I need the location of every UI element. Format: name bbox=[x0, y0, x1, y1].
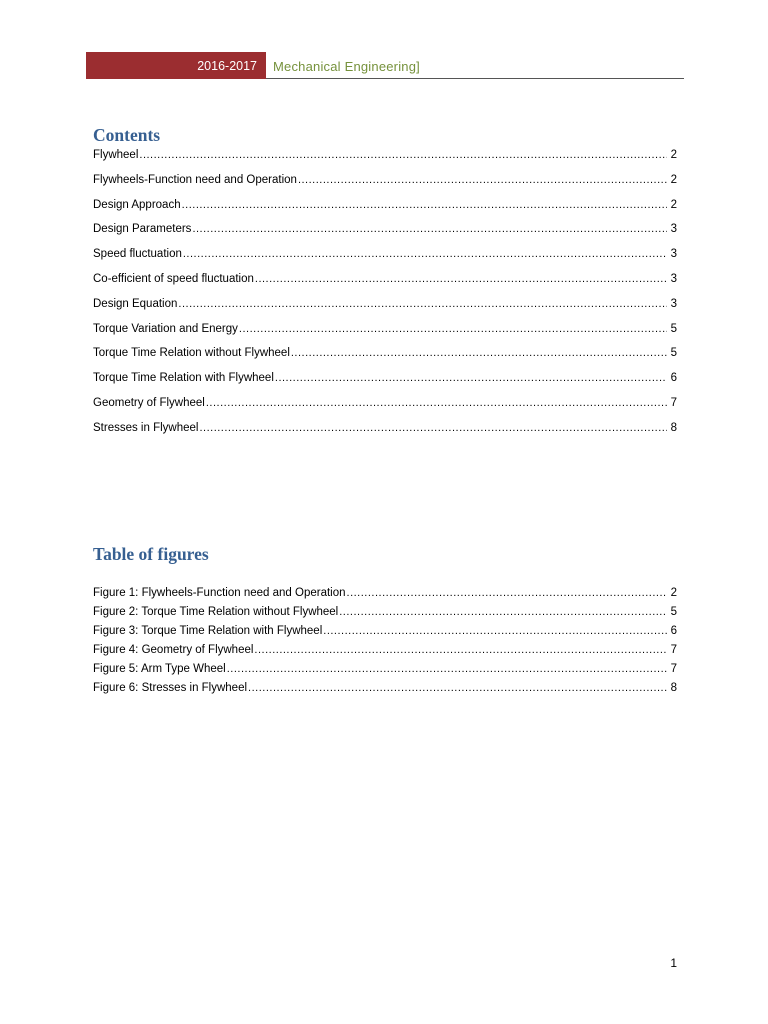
toc-entry[interactable] bbox=[93, 197, 677, 222]
toc-entry-label: Torque Time Relation without Flywheel bbox=[93, 347, 290, 360]
figures-list bbox=[93, 585, 677, 699]
toc-entry[interactable] bbox=[93, 395, 677, 420]
dot-leader bbox=[255, 271, 667, 288]
dot-leader bbox=[347, 585, 667, 601]
dot-leader bbox=[248, 680, 667, 696]
dot-leader bbox=[239, 321, 667, 338]
toc-entry[interactable] bbox=[93, 296, 677, 321]
figure-entry-page-number: 8 bbox=[670, 682, 677, 694]
toc-entry-label: Torque Time Relation with Flywheel bbox=[93, 372, 274, 385]
toc-entry[interactable] bbox=[93, 221, 677, 246]
dot-leader bbox=[291, 345, 667, 362]
figure-entry[interactable] bbox=[93, 661, 677, 680]
toc-entry-page-number: 3 bbox=[670, 297, 677, 310]
toc-entry-label: Flywheels-Function need and Operation bbox=[93, 173, 297, 186]
toc-entry[interactable] bbox=[93, 370, 677, 395]
toc-entry[interactable] bbox=[93, 147, 677, 172]
toc-entry-page-number: 2 bbox=[670, 149, 677, 161]
figure-entry-page-number: 2 bbox=[670, 587, 677, 599]
dot-leader bbox=[182, 197, 667, 214]
toc-entry[interactable] bbox=[93, 420, 677, 445]
dot-leader bbox=[339, 604, 667, 620]
toc-entry-page-number: 3 bbox=[670, 272, 677, 285]
figure-entry-page-number: 6 bbox=[670, 625, 677, 637]
dot-leader bbox=[275, 370, 667, 387]
header-divider bbox=[266, 78, 684, 79]
figure-entry-page-number: 7 bbox=[670, 644, 677, 656]
dot-leader bbox=[199, 420, 667, 437]
toc-entry-label: Design Equation bbox=[93, 297, 178, 310]
figure-entry-page-number: 7 bbox=[670, 663, 677, 675]
contents-list bbox=[93, 147, 677, 445]
header-year: 2016-2017 bbox=[197, 59, 257, 73]
figure-entry-label: Figure 1: Flywheels-Function need and Operation bbox=[93, 587, 346, 599]
toc-entry-page-number: 2 bbox=[670, 198, 677, 211]
toc-entry-label: Co-efficient of speed fluctuation bbox=[93, 272, 254, 285]
dot-leader bbox=[323, 623, 667, 639]
figure-entry[interactable] bbox=[93, 604, 677, 623]
figure-entry-page-number: 5 bbox=[670, 606, 677, 618]
figure-entry[interactable] bbox=[93, 642, 677, 661]
toc-entry-label: Geometry of Flywheel bbox=[93, 396, 205, 409]
figure-entry-label: Figure 3: Torque Time Relation with Flywheel bbox=[93, 625, 323, 637]
dot-leader bbox=[206, 395, 667, 412]
toc-entry-page-number: 5 bbox=[670, 322, 677, 335]
toc-entry[interactable] bbox=[93, 321, 677, 346]
table-of-figures-heading: Table of figures bbox=[93, 544, 209, 564]
dot-leader bbox=[298, 172, 667, 189]
toc-entry-label: Stresses in Flywheel bbox=[93, 421, 199, 434]
contents-heading: Contents bbox=[93, 125, 161, 145]
header-title: Mechanical Engineering] bbox=[273, 59, 420, 74]
figure-entry-label: Figure 6: Stresses in Flywheel bbox=[93, 682, 248, 694]
dot-leader bbox=[254, 642, 667, 658]
toc-entry-label: Flywheel bbox=[93, 149, 139, 161]
toc-entry-page-number: 8 bbox=[670, 421, 677, 434]
dot-leader bbox=[227, 661, 667, 677]
dot-leader bbox=[192, 221, 667, 238]
toc-entry-label: Torque Variation and Energy bbox=[93, 322, 238, 335]
toc-entry-page-number: 6 bbox=[670, 372, 677, 385]
toc-entry-page-number: 3 bbox=[670, 223, 677, 236]
header-band bbox=[86, 52, 266, 79]
toc-entry[interactable] bbox=[93, 271, 677, 296]
toc-entry-page-number: 5 bbox=[670, 347, 677, 360]
dot-leader bbox=[139, 147, 667, 164]
toc-entry-label: Design Approach bbox=[93, 198, 181, 211]
toc-entry-label: Speed fluctuation bbox=[93, 248, 182, 261]
toc-entry[interactable] bbox=[93, 345, 677, 370]
figure-entry[interactable] bbox=[93, 585, 677, 604]
page-number: 1 bbox=[670, 956, 677, 970]
toc-entry-page-number: 7 bbox=[670, 396, 677, 409]
toc-entry-page-number: 2 bbox=[670, 173, 677, 186]
dot-leader bbox=[178, 296, 667, 313]
toc-entry-label: Design Parameters bbox=[93, 223, 192, 236]
figure-entry[interactable] bbox=[93, 680, 677, 699]
figure-entry[interactable] bbox=[93, 623, 677, 642]
figure-entry-label: Figure 2: Torque Time Relation without Flywheel bbox=[93, 606, 339, 618]
figure-entry-label: Figure 5: Arm Type Wheel bbox=[93, 663, 226, 675]
toc-entry-page-number: 3 bbox=[670, 248, 677, 261]
dot-leader bbox=[183, 246, 667, 263]
figure-entry-label: Figure 4: Geometry of Flywheel bbox=[93, 644, 254, 656]
toc-entry[interactable] bbox=[93, 246, 677, 271]
toc-entry[interactable] bbox=[93, 172, 677, 197]
